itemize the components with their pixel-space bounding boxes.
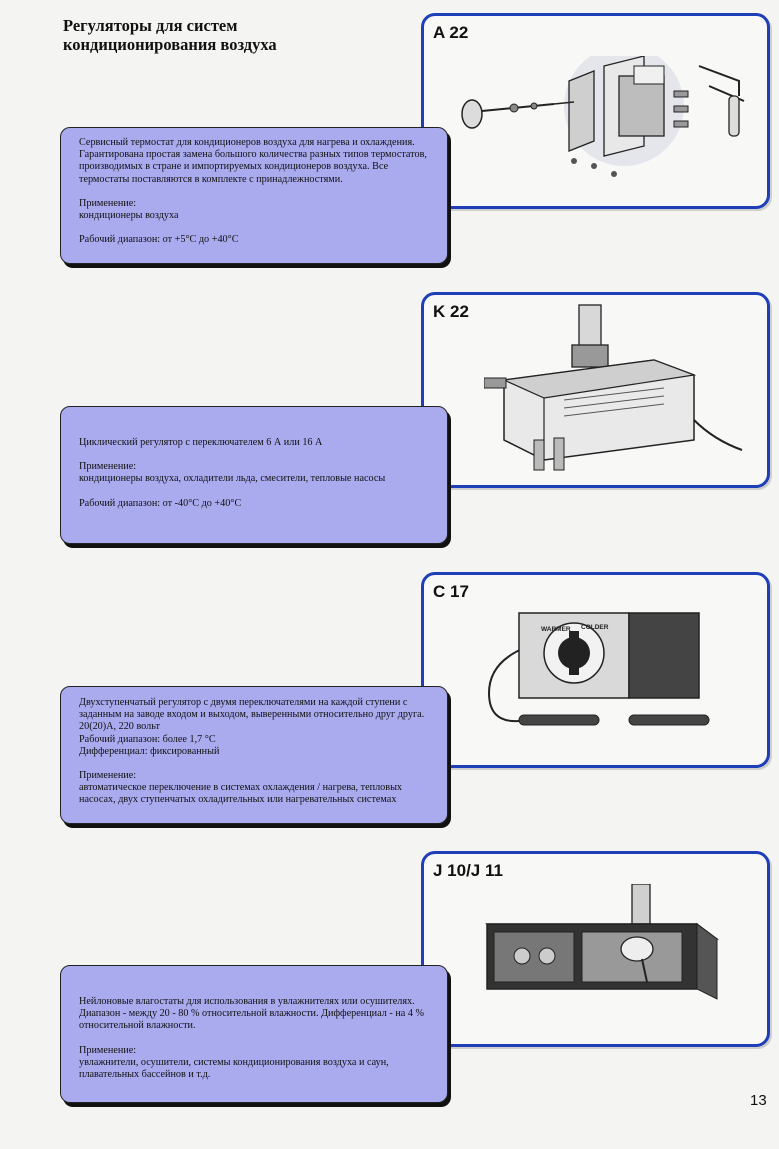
product-code-k22: K 22 [433,302,469,321]
page-title-line-1: Регуляторы для систем [63,16,238,35]
product-card-j10 [60,965,448,1103]
thermostat-k22-illustration [484,300,744,480]
dial-colder-label: COLDER [581,624,609,631]
range-k22: Рабочий диапазон: от -40°С до +40°С [79,497,242,509]
product-frame-k22 [421,292,770,488]
product-description-k22: Циклический регулятор с переключателем 6 А или 16 А [79,437,323,448]
application-label-k22: Применение: [79,461,137,473]
product-frame-a22 [421,13,770,209]
application-label-a22: Применение: [79,197,137,209]
product-code-a22: A 22 [433,23,469,42]
product-frame-c17 [421,572,770,768]
product-description-j10: Нейлоновые влагостаты для использования в увлажнителях или осушителях. Диапазон - между 20 - 80 % относительной влажности. Дифференциал - на 4 % относительной влажности. [79,996,424,1032]
application-a22: кондиционеры воздуха [79,210,179,222]
page-number: 13 [750,1092,767,1109]
differential-c17: Дифференциал: фиксированный [79,745,220,757]
page-title [63,16,277,54]
application-k22: кондиционеры воздуха, охладители льда, смесители, тепловые насосы [79,473,386,485]
thermostat-a22-illustration [444,56,764,186]
product-description-c17: Двухступенчатый регулятор с двумя переключателями на каждой ступени с заданным на заводе входом и выходом, выверенными относительно друг друга. 20(20)А, 220 вольт [79,697,425,733]
page-title-line-2: кондиционирования воздуха [63,35,277,54]
product-code-j10: J 10/J 11 [433,861,503,880]
application-c17: автоматическое переключение в системах охлаждения / нагрева, тепловых насосах, двух ступенчатых охладительных или нагревательных системах [79,782,403,806]
range-c17: Рабочий диапазон: более 1,7 °С [79,733,216,745]
product-card-a22 [60,127,448,264]
thermostat-c17-illustration [479,603,769,753]
product-card-c17 [60,686,448,824]
product-code-c17: C 17 [433,582,469,601]
humidistat-j10-illustration [482,884,732,1024]
application-label-j10: Применение: [79,1044,137,1056]
application-j10: увлажнители, осушители, системы кондиционирования воздуха и саун, плавательных бассейнов и т.д. [79,1056,389,1081]
product-frame-j10 [421,851,770,1047]
dial-warmer-label: WARMER [541,626,571,633]
application-label-c17: Применение: [79,770,137,782]
product-description-a22: Сервисный термостат для кондиционеров воздуха для нагрева и охлаждения. Гарантирована простая замена большого количества разных типов термостатов, производимых в стране и импортируемых кондиционеров воздуха. Все термостаты поставляются в комплекте с принадлежностями. [79,137,427,185]
range-a22: Рабочий диапазон: от +5°С до +40°С [79,234,239,246]
product-card-k22 [60,406,448,544]
